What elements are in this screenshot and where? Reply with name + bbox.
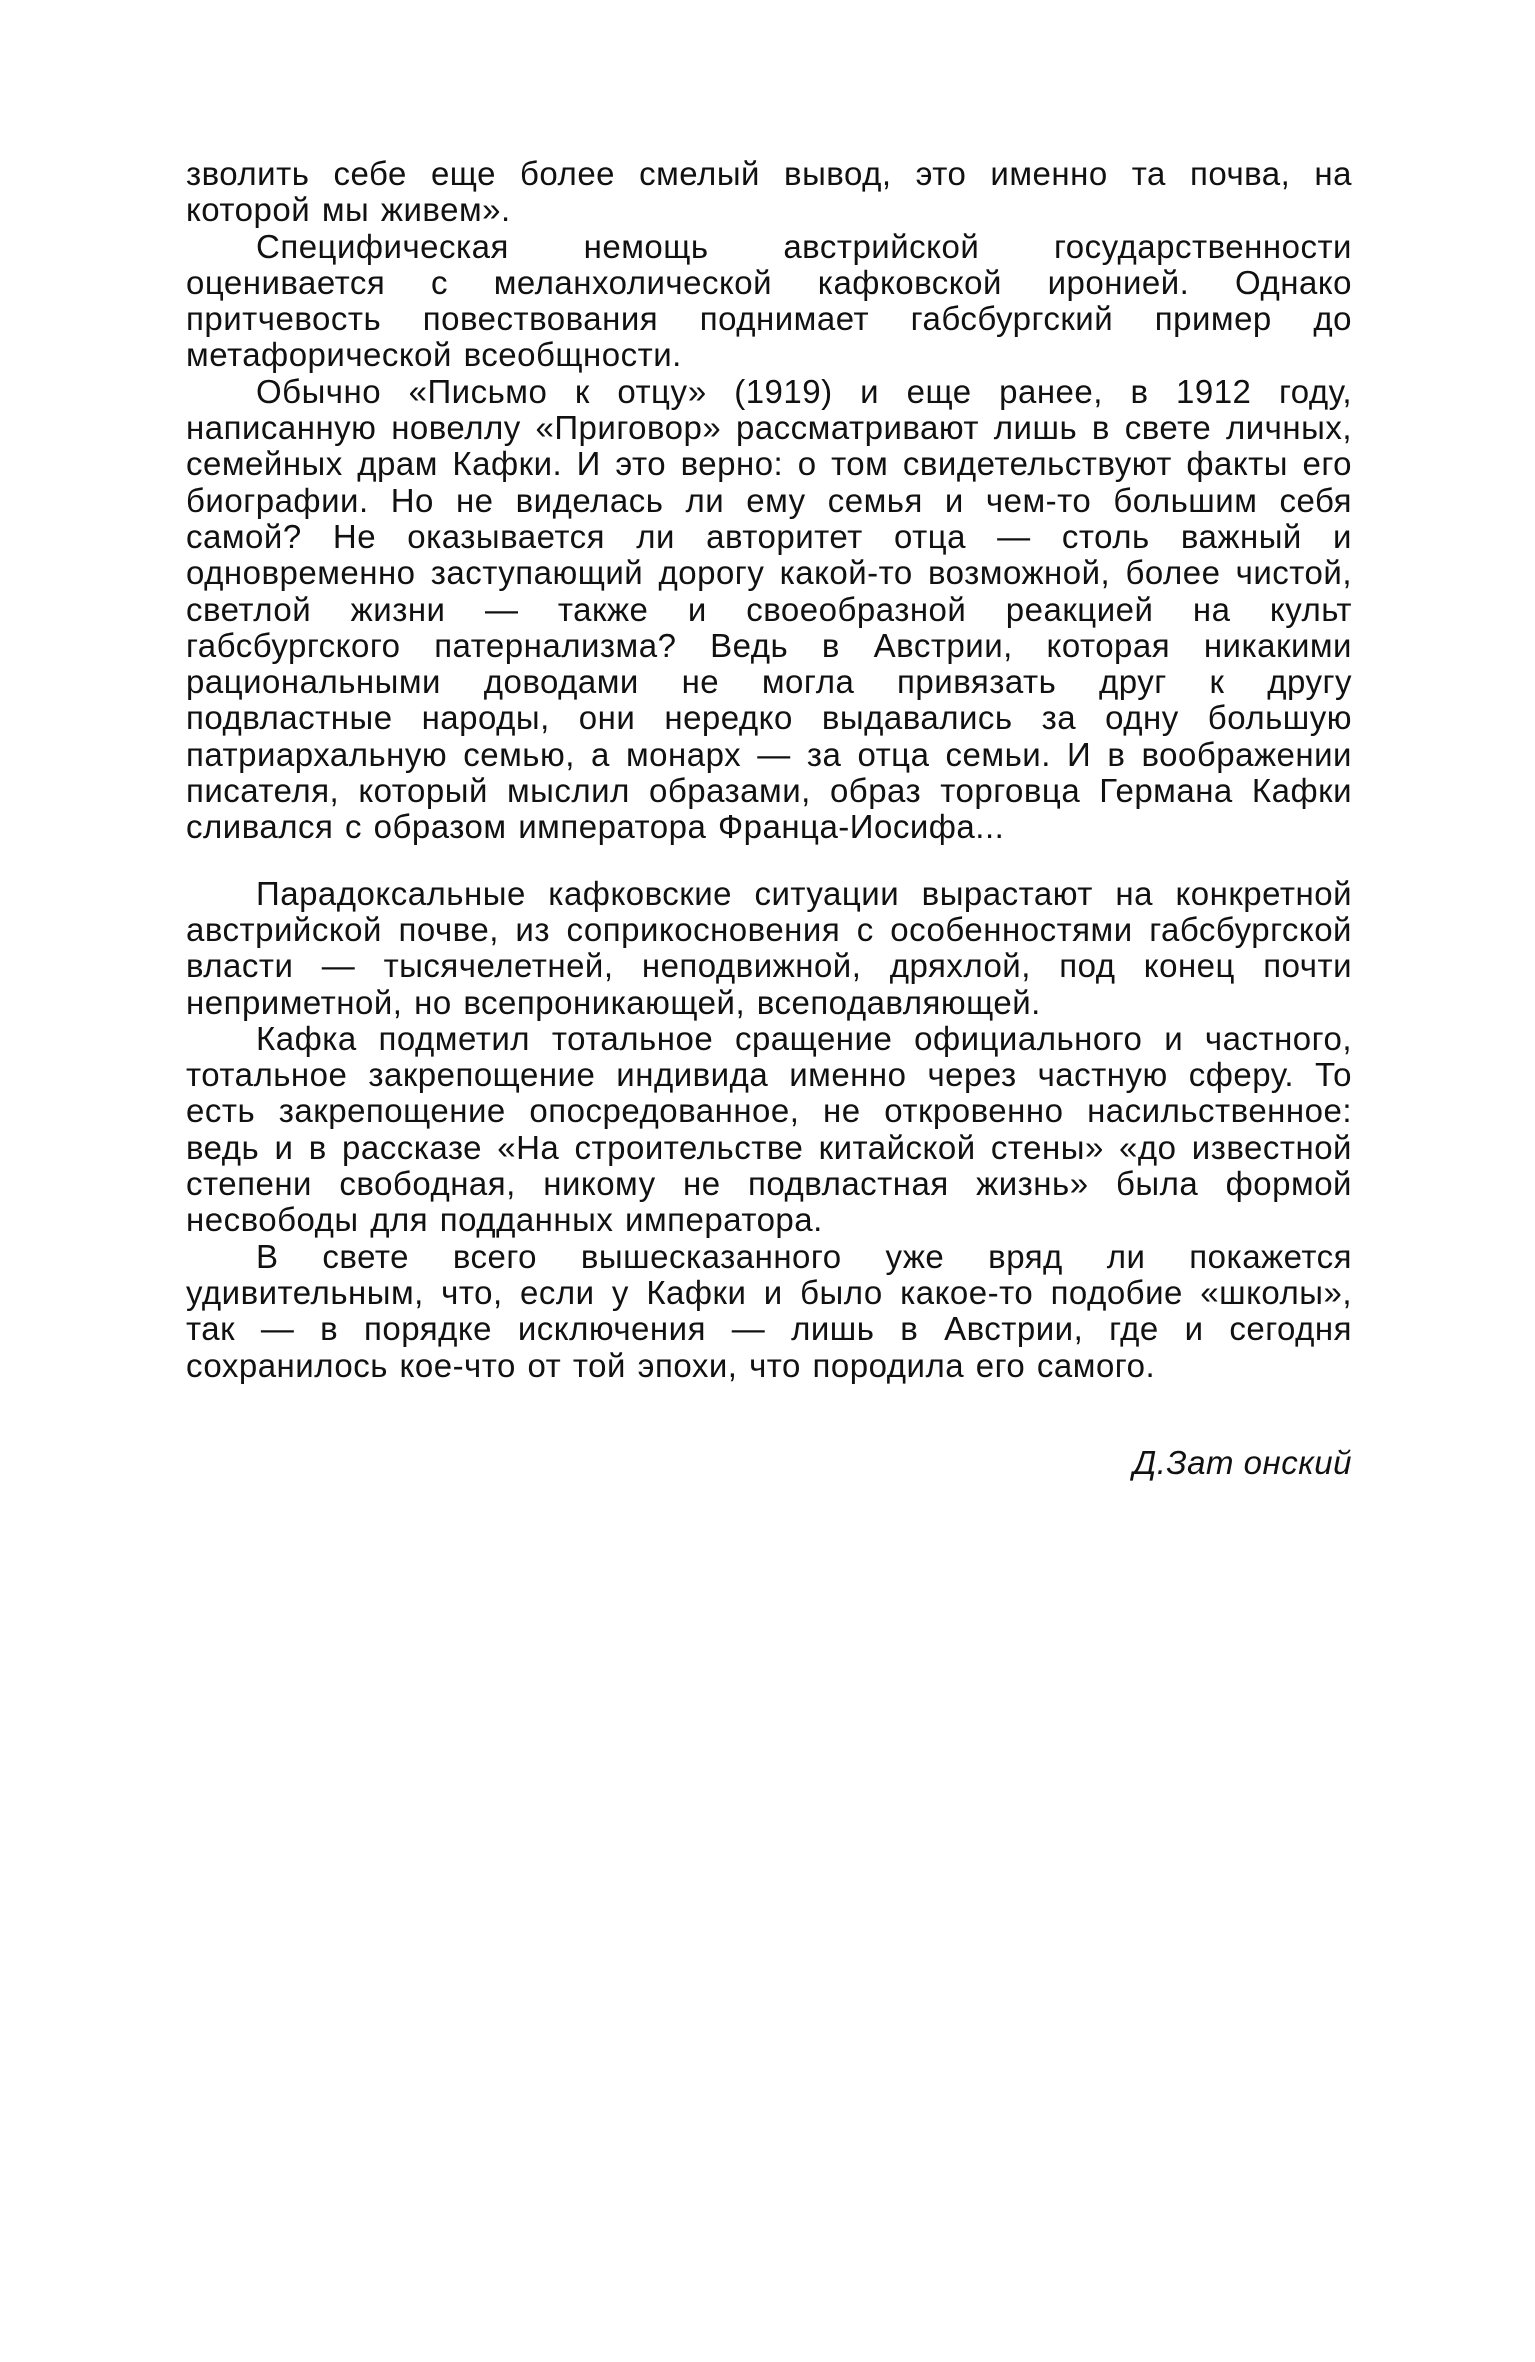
paragraph-letter-to-father: Обычно «Письмо к отцу» (1919) и еще ранее, в 1912 году, написанную новеллу «Приговор» рассматривают лишь в свете личных, семейных драм Кафки. И это верно: о том свидетельствуют факты его биографии. Но не виделась ли ему семья и чем-то большим себя самой? Не оказывается ли авторитет отца — столь важный и одновременно заступающий дорогу какой-то возможной, более чистой, светлой жизни — также и своеобразной реакцией на культ габсбургского патернализма? Ведь в Австрии, которая никакими рациональными доводами не могла привязать друг к другу подвластные народы, они нередко выдавались за одну большую патриархальную семью, а монарх — за отца семьи. И в воображении писателя, который мыслил образами, образ торговца Германа Кафки сливался с образом императора Франца-Иосифа...	[186, 372, 1352, 846]
paragraph-gap	[186, 846, 1352, 876]
paragraph-continuation: зволить себе еще более смелый вывод, это именно та почва, на которой мы живем».	[186, 155, 1352, 229]
paragraph-total-enslavement: Кафка подметил тотальное сращение официального и частного, тотальное закрепощение индивида именно через частную сферу. То есть закрепощение опосредованное, не откровенно насильственное: ведь и в рассказе «На строительстве китайской стены» «до известной степени свободная, никому не подвластная жизнь» была формой несвободы для подданных императора.	[186, 1019, 1352, 1239]
paragraph-paradoxical-situations: Парадоксальные кафковские ситуации вырастают на конкретной австрийской почве, из соприкосновения с особенностями габсбургской власти — тысячелетней, неподвижной, дряхлой, под конец почти неприметной, но всепроникающей, всеподавляющей.	[186, 874, 1352, 1021]
author-signature: Д.Зат онский	[1133, 1444, 1352, 1481]
document-page	[186, 155, 1352, 1481]
paragraph-kafka-school: В свете всего вышесказанного уже вряд ли покажется удивительным, что, если у Кафки и было какое-то подобие «школы», так — в порядке исключения — лишь в Австрии, где и сегодня сохранилось кое-что от той эпохи, что породила его самого.	[186, 1237, 1352, 1384]
paragraph-austrian-statehood: Специфическая немощь австрийской государственности оценивается с меланхолической кафковской иронией. Однако притчевость повествования поднимает габсбургский пример до метафорической всеобщности.	[186, 227, 1352, 374]
